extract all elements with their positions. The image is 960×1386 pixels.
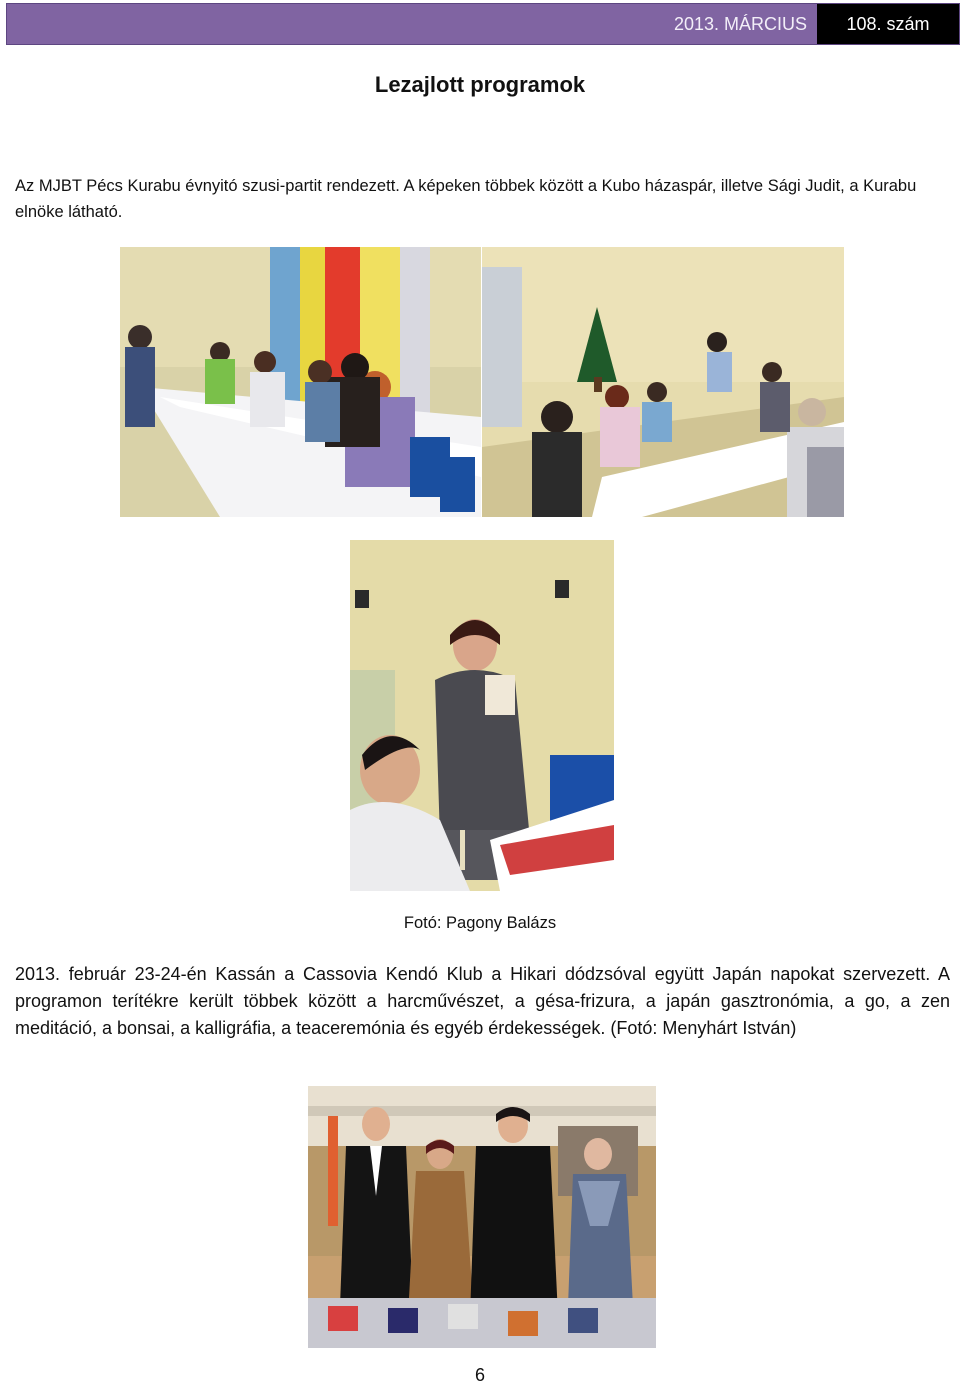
photo-credit-1: Fotó: Pagony Balázs: [403, 914, 557, 932]
page-number: 6: [474, 1365, 485, 1385]
body-paragraph: 2013. február 23-24-én Kassán a Cassovia Kendó Klub a Hikari dódzsóval együtt Japán napokat szervezett. A programon terítékre került többek között a harcművészet, a gésa-frizura, a japán gasztronómia, a go, a zen meditáció, a bonsai, a kalligráfia, a teaceremónia és egyéb érdekességek. (Fotó: Menyhárt István): [15, 964, 950, 1038]
page-title: Lezajlott programok: [374, 72, 586, 97]
header-issue-number: 108. szám: [817, 4, 959, 44]
page-header: [6, 3, 960, 45]
intro-paragraph: Az MJBT Pécs Kurabu évnyitó szusi-partit rendezett. A képeken többek között a Kubo házaspár, illetve Sági Judit, a Kurabu elnöke látható.: [15, 177, 917, 221]
photo-woman-speaking: [350, 540, 614, 891]
photo-group-kassa: [308, 1086, 656, 1348]
photo-sushi-party-right: [482, 247, 844, 517]
photo-sushi-party-left: [120, 247, 481, 517]
header-date: 2013. MÁRCIUS: [673, 14, 807, 34]
